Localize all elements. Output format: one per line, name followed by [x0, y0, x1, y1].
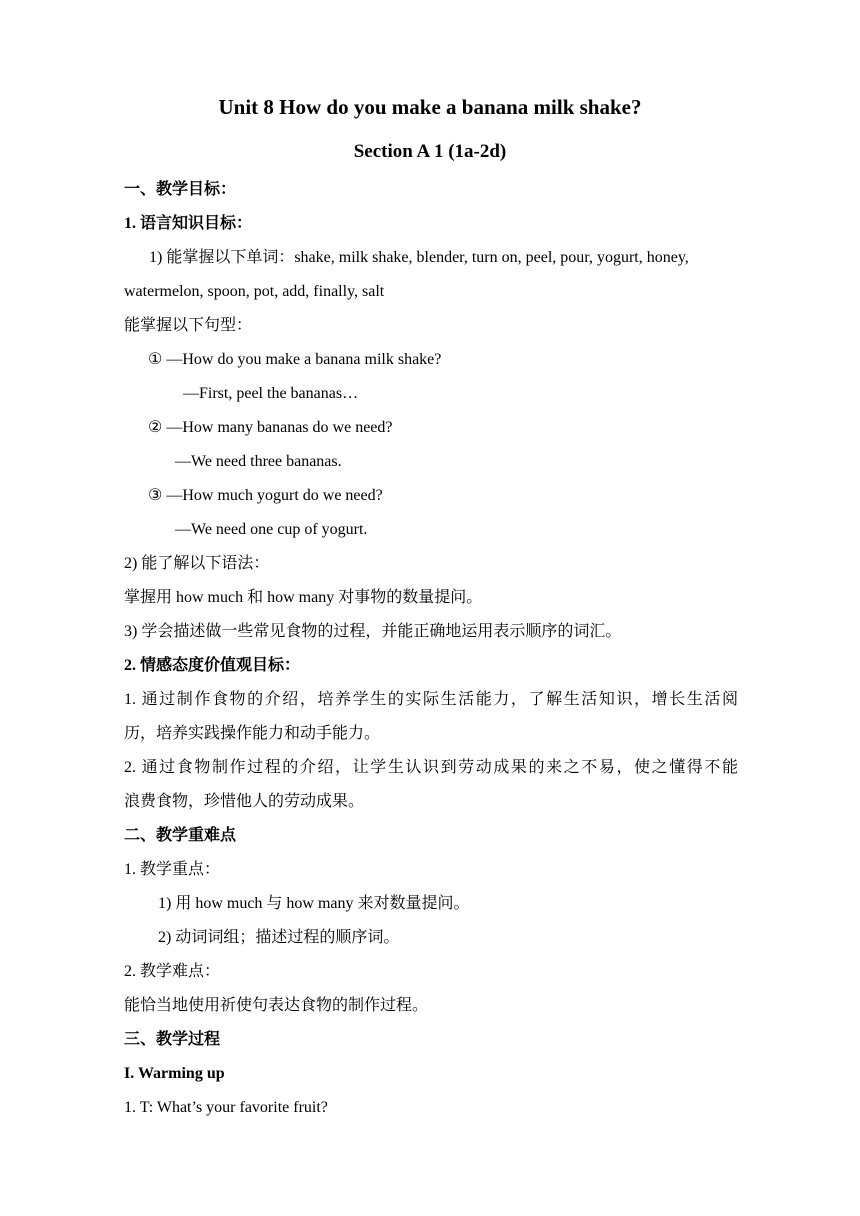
pattern-3-question: ③ —How much yogurt do we need? — [148, 487, 383, 504]
heading-affective-objectives: 2. 情感态度价值观目标： — [124, 657, 301, 674]
process-description-line: 3) 学会描述做一些常见食物的过程，并能正确地运用表示顺序的词汇。 — [124, 623, 622, 640]
grammar-text: 掌握用 how much 和 how many 对事物的数量提问。 — [124, 589, 483, 606]
pattern-1-answer: —First, peel the bananas… — [183, 385, 359, 402]
difficult-points-label: 2. 教学难点： — [124, 963, 221, 980]
affective-item-2-line-2: 浪费食物，珍惜他人的劳动成果。 — [124, 793, 365, 810]
warming-up-question: 1. T: What’s your favorite fruit? — [124, 1099, 328, 1116]
heading-teaching-process: 三、教学过程 — [124, 1031, 221, 1048]
key-point-2: 2) 动词词组；描述过程的顺序词。 — [158, 929, 400, 946]
heading-teaching-objectives: 一、教学目标： — [124, 181, 237, 198]
pattern-2-question: ② —How many bananas do we need? — [148, 419, 393, 436]
heading-language-objectives: 1. 语言知识目标： — [124, 215, 253, 232]
vocab-line-1: 1) 能掌握以下单词：shake, milk shake, blender, turn on, peel, pour, yogurt, honey, — [149, 249, 689, 266]
heading-warming-up: I. Warming up — [124, 1065, 225, 1082]
vocab-line-2: watermelon, spoon, pot, add, finally, salt — [124, 283, 385, 300]
pattern-2-answer: —We need three bananas. — [175, 453, 342, 470]
key-points-label: 1. 教学重点： — [124, 861, 221, 878]
pattern-1-question: ① —How do you make a banana milk shake? — [148, 351, 442, 368]
key-point-1: 1) 用 how much 与 how many 来对数量提问。 — [158, 895, 470, 912]
document-title: Unit 8 How do you make a banana milk shake? — [218, 95, 642, 119]
pattern-3-answer: —We need one cup of yogurt. — [175, 521, 368, 538]
grammar-label: 2) 能了解以下语法： — [124, 555, 270, 572]
document-subtitle: Section A 1 (1a-2d) — [353, 141, 507, 162]
sentence-patterns-label: 能掌握以下句型： — [124, 317, 253, 334]
affective-item-1-line-1: 1. 通过制作食物的介绍，培养学生的实际生活能力，了解生活知识，增长生活阅 — [124, 691, 738, 708]
heading-key-difficult-points: 二、教学重难点 — [124, 827, 237, 844]
difficult-point-text: 能恰当地使用祈使句表达食物的制作过程。 — [124, 997, 429, 1014]
affective-item-2-line-1: 2. 通过食物制作过程的介绍，让学生认识到劳动成果的来之不易，使之懂得不能 — [124, 759, 738, 776]
affective-item-1-line-2: 历，培养实践操作能力和动手能力。 — [124, 725, 381, 742]
